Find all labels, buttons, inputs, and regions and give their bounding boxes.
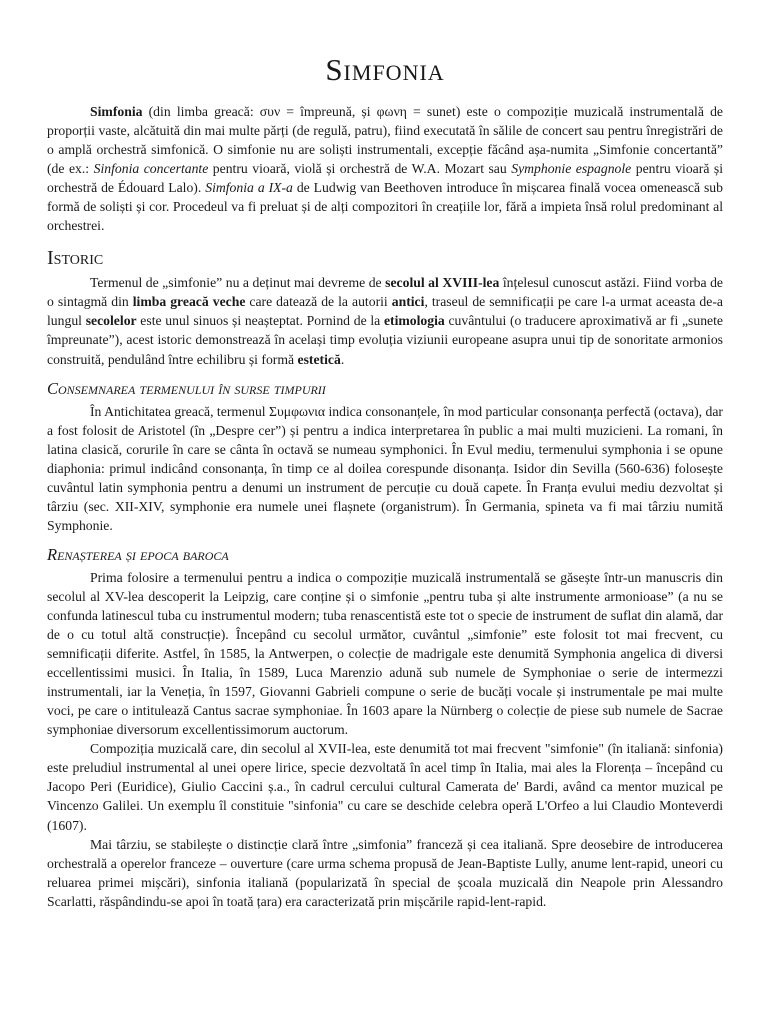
renasterea-paragraph-1: Prima folosire a termenului pentru a indica o compoziție muzicală instrumentală se găsește într-un manuscris din secolul al XV-lea descoperit la Leipzig, care conține și o simfonie „pentru tuba și alte instrumente armonioase” (a nu se confunda latinescul tuba cu instrumentul modern; tuba renascentistă este tot o specie de instrument de suflat din alamă, dar de o cu totul altă construcție). Începând cu secolul următor, cuvântul „simfonie” este folosit tot mai frecvent, cu semnificații diferite. Astfel, în 1585, la Antwerpen, o colecție de madrigale este denumită Symphonia angelica di diversi eccellentissimi musici. În Italia, în 1589, Luca Marenzio adună sub numele de Symphoniae o serie de intermezzi instrumentali, iar la Veneția, în 1597, Giovanni Gabrieli compune o serie de bucăți vocale și instrumentale pe mai multe voci, pe care o intitulează Cantus sacrae symphoniae. În 1603 apare la Nürnberg o colecție de piese sub numele de Sacrae symphoniae diversorum excellentissimorum auctorum. <box>47 569 723 738</box>
istoric-bold-2: limba greacă veche <box>132 294 246 310</box>
section-heading-istoric: Istoric <box>47 247 104 270</box>
istoric-text-5: este unul sinuos și neașteptat. Pornind de la <box>136 313 384 329</box>
istoric-paragraph <box>47 273 723 368</box>
istoric-bold-3: antici <box>391 294 425 310</box>
intro-text-4: de Ludwig van Beethoven introduce în mișcarea finală vocea omenească sub formă de soliști și cor. Procedeul va fi preluat și de alți compozitori în creațiile lor, fără a impieta însă rolul predominant al orchestrei. <box>47 180 723 234</box>
istoric-bold-1: secolul al XVIII-lea <box>385 275 500 291</box>
document-content <box>47 52 723 911</box>
istoric-bold-6: estetică <box>297 351 341 367</box>
renasterea-paragraph-2: Compoziția muzicală care, din secolul al XVII-lea, este denumită tot mai frecvent "simfonie" (în italiană: sinfonia) este preludiul instrumental al unei opere lirice, specie dezvoltată în acel timp în Italia, mai ales la Florența – începând cu Jacopo Peri (Euridice), Giulio Caccini ș.a., în cadrul cercului cultural Camerata de' Bardi, având ca mentor muzical pe Vincenzo Galilei. Un exemplu îl constituie "sinfonia" cu care se deschide celebra operă L'Orfeo a lui Claudio Monteverdi (1607). <box>47 741 723 833</box>
consemnarea-paragraph: În Antichitatea greacă, termenul Συμφωνια indica consonanțele, în mod particular consonanța perfectă (octava), dar a fost folosit de Aristotel (în „Despre cer”) și pentru a indica interpretarea în public a mai multi muzicieni. La romani, în latina clasică, corurile în care se cânta în octavă se numeau symphonici. În Evul mediu, termenului symphonia i se opune diaphonia: primul indicând consonanța, în timp ce al doilea corespunde disonanța. Isidor din Sevilla (560-636) folosește cuvântul latin symphonia pentru a denumi un instrument de percuție cu două capete. În Franța evului mediu dezvoltat și târziu (sec. XII-XIV, symphonie era numele unei flașnete (organistrum). În Germania, spineta va fi mai târziu numită Symphonie. <box>47 403 723 533</box>
istoric-text-1: Termenul de „simfonie” nu a deținut mai devreme de <box>90 275 386 291</box>
istoric-bold-5: etimologia <box>383 313 445 329</box>
istoric-bold-4: secolelor <box>85 313 137 329</box>
page-title: Simfonia <box>325 52 445 87</box>
istoric-text-7: . <box>340 351 345 367</box>
istoric-text-4: , traseul de semnificații pe care l-a urmat aceasta de-a lungul <box>47 294 723 329</box>
istoric-text-6: cuvântului (o traducere aproximativă ar fi „sunete împreunate”), acest istoric demonstrează în același timp evoluția viziunii europeane asupra unui tip de sonoritate armonios construită, pendulând între echilibru și formă <box>47 313 723 367</box>
istoric-text-2: înțelesul cunoscut astăzi. Fiind vorba de o sintagmă din <box>47 275 723 310</box>
subsection-heading-renasterea: Renașterea și epoca baroca <box>47 544 229 564</box>
renasterea-paragraph-3: Mai târziu, se stabilește o distincție clară între „simfonia” franceză și cea italiană. Spre deosebire de introducerea orchestrală a operelor franceze – ouverture (care urma schema propusă de Jean-Baptiste Lully, anume lent-rapid, uneori cu reluarea primei mișcări), sinfonia italiană (popularizată în special de școala muzicală din Neapole prin Alessandro Scarlatti, răspândindu-se apoi în toată țara) era caracterizată prin mișcările rapid-lent-rapid. <box>47 836 723 909</box>
intro-italic-2: Symphonie espagnole <box>511 161 632 177</box>
intro-term: Simfonia <box>90 104 143 119</box>
intro-italic-3: Simfonia a IX-a <box>205 180 293 196</box>
intro-text-1: (din limba greacă: συν = împreună, și φωνη = sunet) este o compoziție muzicală instrumentală de proporții vaste, alcătuită din mai multe părți (de regulă, patru), fiind executată în sălile de concert sau pentru înregistrări de o amplă orchestră simfonică. O simfonie nu are soliști instrumentali, excepție făcând așa-numita „Simfonie concertantă” (de ex.: <box>47 104 723 177</box>
istoric-text-3: care datează de la autorii <box>245 294 392 310</box>
intro-italic-1: Sinfonia concertante <box>93 161 209 177</box>
intro-text-3: pentru vioară și orchestră de Édouard Lalo). <box>47 161 724 196</box>
subsection-heading-consemnarea: Consemnarea termenului în surse timpurii <box>47 378 326 398</box>
intro-text-2: pentru vioară, violă și orchestră de W.A. Mozart sau <box>208 161 512 177</box>
intro-paragraph <box>47 102 723 235</box>
